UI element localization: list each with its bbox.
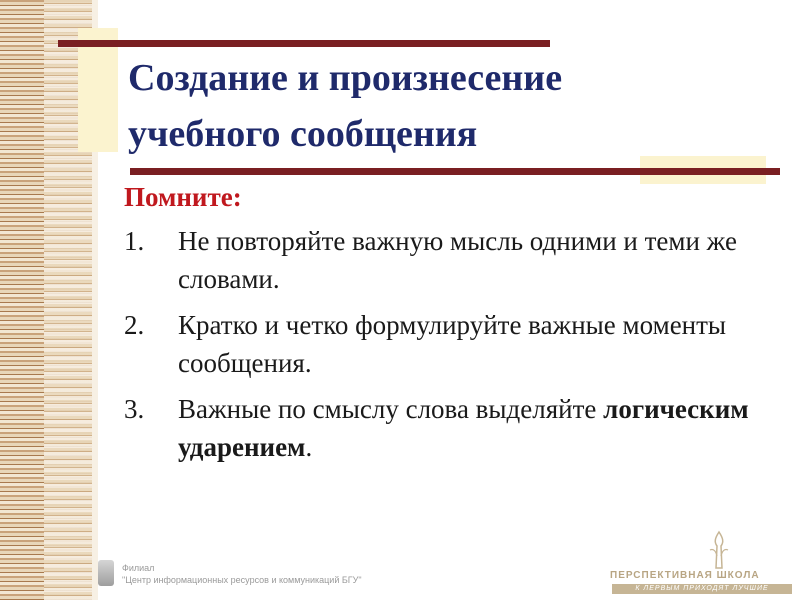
torch-icon: [706, 530, 732, 570]
list-item-text-emphasis: логическим ударением: [178, 394, 749, 462]
list-item-text-main: Кратко и четко формулируйте важные моменты сообщения.: [178, 310, 727, 378]
list-item-text-main: Важные по смыслу слова выделяйте: [178, 394, 604, 424]
list-item-text: [178, 222, 784, 298]
org-logo-icon: [98, 560, 114, 586]
footer-org-text: [122, 562, 422, 586]
list-item-text-end: .: [305, 432, 313, 462]
footer-org-line-2: "Центр информационных ресурсов и коммуникаций БГУ": [122, 575, 362, 585]
brand-slogan: К ЛЕРВЫМ ПРИХОДЯТ ЛУЧШИЕ: [612, 584, 792, 594]
slide-title-line-2: учебного сообщения: [128, 113, 478, 155]
title-top-rule: [58, 40, 550, 47]
list-item-number: 1.: [124, 226, 145, 256]
slide-title: [128, 50, 768, 162]
list-item-number: 2.: [124, 310, 145, 340]
slide-body: [124, 178, 784, 474]
list-item: [124, 390, 784, 466]
brand-name: ПЕРСПЕКТИВНАЯ ШКОЛА: [610, 570, 760, 581]
slide-title-line-1: Создание и произнесение: [128, 57, 563, 99]
list-item: [124, 306, 784, 382]
footer-org-line-1: Филиал: [122, 563, 155, 573]
list-item: [124, 222, 784, 298]
remember-label: Помните:: [124, 182, 242, 212]
list-item-text: [178, 390, 784, 466]
list-item-number: 3.: [124, 394, 145, 424]
list-item-text: [178, 306, 784, 382]
title-bottom-rule: [130, 168, 780, 175]
list-item-text-main: Не повторяйте важную мысль одними и теми же словами.: [178, 226, 737, 294]
